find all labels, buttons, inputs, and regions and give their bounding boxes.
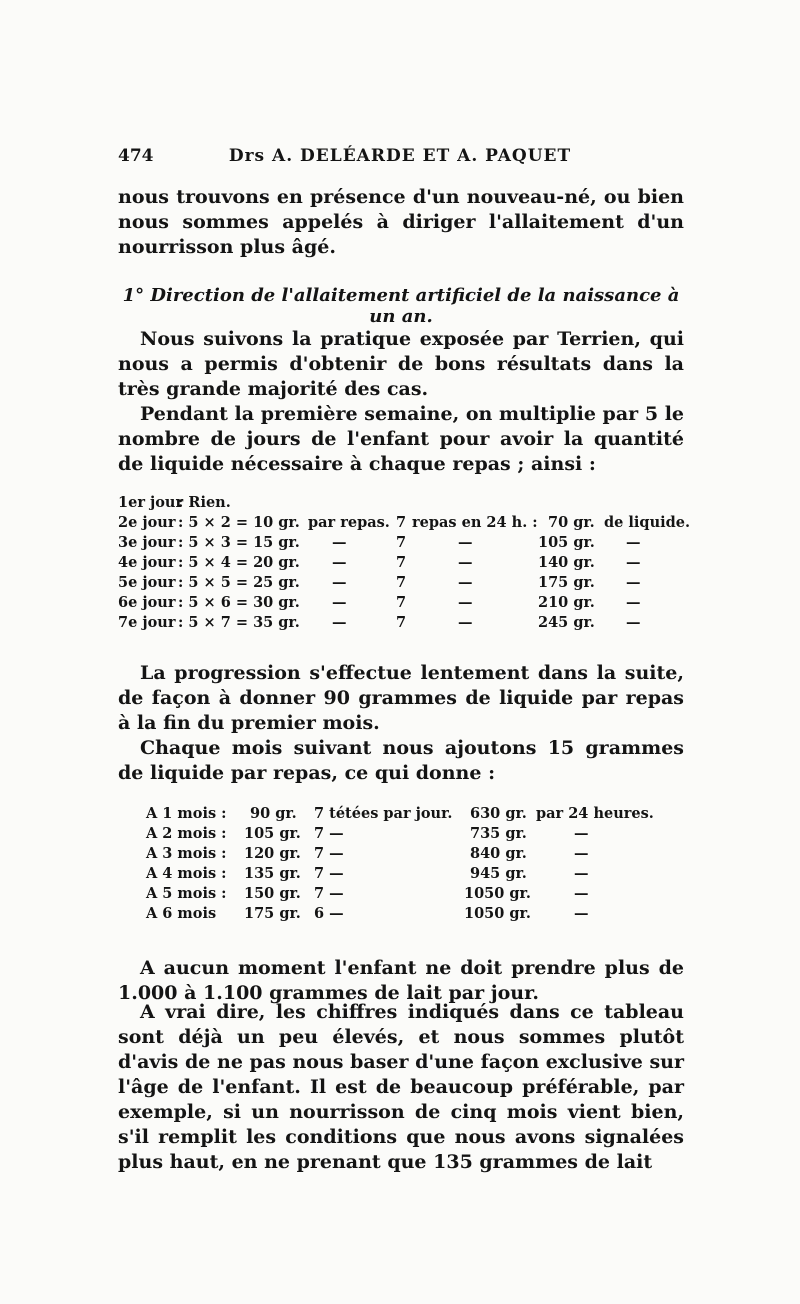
month-cell: A 1 mois :	[146, 805, 227, 822]
qty-unit-cell: —	[626, 594, 641, 611]
qty-unit-cell: —	[626, 614, 641, 631]
paragraph-6: A aucun moment l'enfant ne doit prendre plus de 1.000 à 1.100 grammes de lait par jour.	[118, 957, 684, 1004]
month-cell: A 4 mois :	[146, 865, 227, 882]
day-cell: 3e jour	[118, 534, 176, 551]
paragraph-7: A vrai dire, les chiffres indiqués dans ce tableau sont déjà un peu élevés, et nous sommes plutôt d'avis de ne pas nous baser d'une façon exclusive sur l'âge de l'enfant. Il est de beaucoup préférable, par exemple, si un nourrisson de cinq mois vient bien, s'il remplit les conditions que nous avons signalées plus haut, en ne prenant que 135 grammes de lait	[118, 1001, 684, 1173]
grams-cell: 135 gr.	[244, 865, 301, 882]
day-cell: 2e jour	[118, 514, 176, 531]
month-cell: A 3 mois :	[146, 845, 227, 862]
meals-unit-cell: —	[458, 554, 473, 571]
total-cell: 1050 gr.	[464, 905, 531, 922]
calc-cell: : 5 × 7 = 35 gr.	[178, 614, 300, 631]
qty-cell: 105 gr.	[538, 534, 595, 551]
meals-cell: 7	[396, 554, 407, 571]
meals-cell: 7	[396, 534, 407, 551]
qty-unit-cell: de liquide.	[604, 514, 691, 531]
per-cell: —	[332, 574, 347, 591]
calc-cell: : 5 × 2 = 10 gr.	[178, 514, 300, 531]
table-row	[118, 554, 688, 574]
qty-cell: 140 gr.	[538, 554, 595, 571]
feeds-cell: 7 —	[314, 885, 344, 902]
meals-unit-cell: —	[458, 614, 473, 631]
total-cell: 630 gr.	[470, 805, 527, 822]
qty-cell: 175 gr.	[538, 574, 595, 591]
week-table	[118, 494, 691, 634]
table-row	[118, 574, 688, 594]
unit-cell: —	[574, 905, 589, 922]
table-row	[118, 534, 688, 554]
month-cell: A 6 mois	[146, 905, 217, 922]
month-cell: A 2 mois :	[146, 825, 227, 842]
day-cell: 5e jour	[118, 574, 176, 591]
calc-cell: : Rien.	[178, 494, 231, 511]
grams-cell: 105 gr.	[244, 825, 301, 842]
unit-cell: —	[574, 865, 589, 882]
paragraph-2: Nous suivons la pratique exposée par Terrien, qui nous a permis d'obtenir de bons résultats dans la très grande majorité des cas.	[118, 328, 684, 400]
day-cell: 1er jour	[118, 494, 184, 511]
unit-cell: —	[574, 845, 589, 862]
unit-cell: par 24 heures.	[536, 805, 654, 822]
calc-cell: : 5 × 4 = 20 gr.	[178, 554, 300, 571]
paragraph-5: Chaque mois suivant nous ajoutons 15 grammes de liquide par repas, ce qui donne :	[118, 737, 684, 784]
per-cell: —	[332, 554, 347, 571]
month-table	[146, 805, 666, 925]
per-cell: —	[332, 614, 347, 631]
table-row	[146, 845, 666, 865]
paragraph-4: La progression s'effectue lentement dans la suite, de façon à donner 90 grammes de liquide par repas à la fin du premier mois.	[118, 662, 684, 734]
feeds-cell: 7 —	[314, 825, 344, 842]
table-row	[146, 825, 666, 845]
table-row	[118, 594, 688, 614]
qty-cell: 70 gr.	[548, 514, 595, 531]
total-cell: 840 gr.	[470, 845, 527, 862]
per-cell: par repas.	[308, 514, 390, 531]
table-row	[146, 865, 666, 885]
calc-cell: : 5 × 5 = 25 gr.	[178, 574, 300, 591]
grams-cell: 90 gr.	[250, 805, 297, 822]
running-head: Drs A. DELÉARDE ET A. PAQUET	[228, 146, 572, 166]
meals-unit-cell: —	[458, 574, 473, 591]
meals-unit-cell: —	[458, 534, 473, 551]
table-row	[146, 805, 666, 825]
meals-cell: 7	[396, 574, 407, 591]
feeds-cell: 6 —	[314, 905, 344, 922]
meals-unit-cell: —	[458, 594, 473, 611]
calc-cell: : 5 × 3 = 15 gr.	[178, 534, 300, 551]
day-cell: 4e jour	[118, 554, 176, 571]
table-row	[146, 905, 666, 925]
table-row	[146, 885, 666, 905]
calc-cell: : 5 × 6 = 30 gr.	[178, 594, 300, 611]
section-title: 1° Direction de l'allaitement artificiel de la naissance à un an.	[122, 285, 680, 327]
total-cell: 735 gr.	[470, 825, 527, 842]
table-row	[118, 494, 688, 514]
unit-cell: —	[574, 825, 589, 842]
feeds-cell: 7 —	[314, 865, 344, 882]
feeds-cell: 7 tétées par jour.	[314, 805, 453, 822]
per-cell: —	[332, 534, 347, 551]
per-cell: —	[332, 594, 347, 611]
month-cell: A 5 mois :	[146, 885, 227, 902]
table-row	[118, 614, 688, 634]
qty-cell: 245 gr.	[538, 614, 595, 631]
page-header	[118, 146, 682, 172]
table-row	[118, 514, 691, 534]
feeds-cell: 7 —	[314, 845, 344, 862]
day-cell: 7e jour	[118, 614, 176, 631]
total-cell: 945 gr.	[470, 865, 527, 882]
qty-unit-cell: —	[626, 534, 641, 551]
meals-unit-cell: repas en 24 h. :	[412, 514, 538, 531]
meals-cell: 7	[396, 514, 407, 531]
qty-unit-cell: —	[626, 554, 641, 571]
qty-unit-cell: —	[626, 574, 641, 591]
paragraph-3: Pendant la première semaine, on multiplie par 5 le nombre de jours de l'enfant pour avoir la quantité de liquide nécessaire à chaque repas ; ainsi :	[118, 403, 684, 475]
meals-cell: 7	[396, 614, 407, 631]
qty-cell: 210 gr.	[538, 594, 595, 611]
page-number: 474	[118, 146, 154, 166]
grams-cell: 150 gr.	[244, 885, 301, 902]
paragraph-1: nous trouvons en présence d'un nouveau-né, ou bien nous sommes appelés à diriger l'allaitement d'un nourrisson plus âgé.	[118, 186, 684, 258]
unit-cell: —	[574, 885, 589, 902]
grams-cell: 175 gr.	[244, 905, 301, 922]
meals-cell: 7	[396, 594, 407, 611]
day-cell: 6e jour	[118, 594, 176, 611]
grams-cell: 120 gr.	[244, 845, 301, 862]
total-cell: 1050 gr.	[464, 885, 531, 902]
